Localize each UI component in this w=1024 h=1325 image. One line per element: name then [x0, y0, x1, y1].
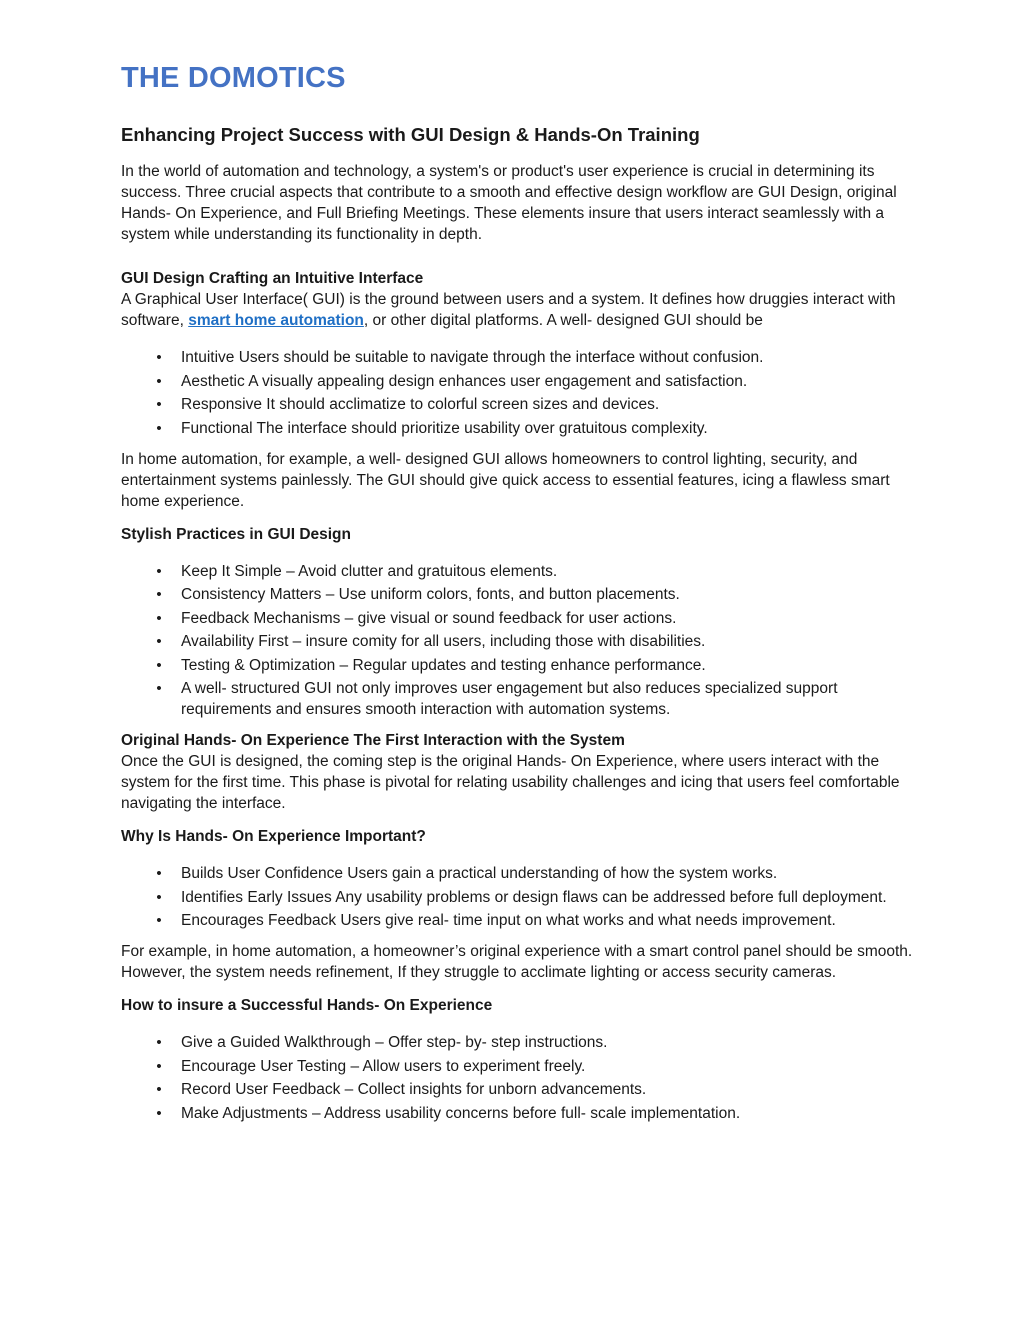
list-item-text: Functional The interface should prioritize usability over gratuitous complexity.	[181, 419, 708, 437]
list-item-text: Give a Guided Walkthrough – Offer step- by- step instructions.	[181, 1034, 608, 1051]
bullet-icon: •	[156, 1057, 162, 1075]
bullet-icon: •	[156, 865, 162, 882]
list-item	[121, 584, 914, 605]
paragraph-text: A Graphical User Interface( GUI) is the ground between users and a system. It defines how druggies interact with software,	[121, 291, 896, 329]
section-stylish-practices	[121, 524, 914, 721]
bullet-icon: •	[156, 349, 162, 366]
list-item	[121, 418, 914, 439]
bullet-icon: •	[156, 1081, 162, 1098]
page-subtitle: Enhancing Project Success with GUI Design & Hands-On Training	[121, 124, 700, 145]
bullet-icon: •	[156, 586, 162, 603]
smart-home-automation-link[interactable]: smart home automation	[188, 312, 364, 329]
section-gui-design	[121, 268, 914, 512]
list-item-text: Intuitive Users should be suitable to navigate through the interface without confusion.	[181, 349, 764, 366]
list-item-text: Aesthetic A visually appealing design enhances user engagement and satisfaction.	[181, 372, 748, 390]
list-item	[121, 631, 914, 652]
list-item-text: Encourages Feedback Users give real- time input on what works and what needs improvement.	[181, 912, 836, 929]
bullet-icon: •	[156, 912, 162, 929]
list-item-text: Encourage User Testing – Allow users to experiment freely.	[181, 1057, 586, 1075]
list-item	[121, 1032, 914, 1053]
list-item	[121, 655, 914, 676]
list-item-text: Record User Feedback – Collect insights for unborn advancements.	[181, 1081, 647, 1098]
list-item-text: Identifies Early Issues Any usability problems or design flaws can be addressed before full deployment.	[181, 888, 887, 906]
successful-hands-on-list	[121, 1032, 914, 1124]
section-heading-original-hands-on: Original Hands- On Experience The First Interaction with the System	[121, 732, 625, 749]
section-heading-successful-hands-on: How to insure a Successful Hands- On Experience	[121, 997, 493, 1014]
bullet-icon: •	[156, 1034, 162, 1051]
list-item	[121, 347, 914, 368]
section-why-hands-on-closing: For example, in home automation, a homeowner’s original experience with a smart control panel should be smooth. However, the system needs refinement, If they struggle to acclimate lighting or access security cameras.	[121, 943, 913, 981]
list-item-text: Feedback Mechanisms – give visual or sound feedback for user actions.	[181, 609, 677, 627]
bullet-icon: •	[156, 609, 162, 627]
bullet-icon: •	[156, 680, 162, 697]
bullet-icon: •	[156, 656, 162, 674]
why-hands-on-list	[121, 863, 914, 931]
section-why-hands-on	[121, 826, 914, 983]
intro-paragraph: In the world of automation and technology, a system's or product's user experience is crucial in determining its success. Three crucial aspects that contribute to a smooth and effective design workflow are GUI Design, original Hands- On Experience, and Full Briefing Meetings. These elements insure that users interact seamlessly with a system while understanding its functionality in depth.	[121, 163, 897, 243]
bullet-icon: •	[156, 396, 162, 413]
section-heading-stylish-practices: Stylish Practices in GUI Design	[121, 525, 351, 543]
paragraph-text: , or other digital platforms. A well- designed GUI should be	[363, 312, 763, 329]
list-item	[121, 394, 914, 415]
list-item	[121, 678, 914, 720]
list-item-text: Responsive It should acclimatize to colorful screen sizes and devices.	[181, 396, 660, 413]
list-item-text: Builds User Confidence Users gain a practical understanding of how the system works.	[181, 865, 778, 882]
section-heading-gui-design: GUI Design Crafting an Intuitive Interface	[121, 270, 424, 287]
section-gui-design-closing: In home automation, for example, a well- designed GUI allows homeowners to control lighting, security, and entertainment systems painlessly. The GUI should give quick access to essential features, icing a flawless smart home experience.	[121, 450, 890, 510]
list-item-text: Consistency Matters – Use uniform colors, fonts, and button placements.	[181, 586, 680, 603]
bullet-icon: •	[156, 419, 162, 437]
bullet-icon: •	[156, 372, 162, 390]
list-item-text: Testing & Optimization – Regular updates and testing enhance performance.	[181, 656, 706, 674]
list-item	[121, 561, 914, 582]
section-original-hands-on-paragraph: Once the GUI is designed, the coming step is the original Hands- On Experience, where users interact with the system for the first time. This phase is pivotal for relating usability challenges and icing that users feel comfortable navigating the interface.	[121, 753, 900, 812]
list-item-text: Keep It Simple – Avoid clutter and gratuitous elements.	[181, 562, 558, 580]
list-item	[121, 1056, 914, 1077]
list-item	[121, 863, 914, 884]
bullet-icon: •	[156, 633, 162, 650]
list-item-text: Availability First – insure comity for all users, including those with disabilities.	[181, 633, 706, 650]
section-heading-why-hands-on: Why Is Hands- On Experience Important?	[121, 828, 426, 845]
bullet-icon: •	[156, 1104, 162, 1122]
list-item	[121, 1103, 914, 1124]
list-item	[121, 371, 914, 392]
list-item-text: Make Adjustments – Address usability concerns before full- scale implementation.	[181, 1104, 741, 1122]
list-item	[121, 887, 914, 908]
section-successful-hands-on	[121, 995, 914, 1124]
gui-qualities-list	[121, 347, 914, 439]
list-item-text: A well- structured GUI not only improves user engagement but also reduces specialized support requirements and ensures smooth interaction with automation systems.	[181, 680, 838, 718]
stylish-practices-list	[121, 561, 914, 721]
brand-title: THE DOMOTICS	[121, 62, 346, 94]
bullet-icon: •	[156, 562, 162, 580]
list-item	[121, 910, 914, 931]
section-original-hands-on	[121, 730, 914, 814]
list-item	[121, 1079, 914, 1100]
section-gui-design-paragraph	[121, 289, 914, 331]
bullet-icon: •	[156, 888, 162, 906]
list-item	[121, 608, 914, 629]
